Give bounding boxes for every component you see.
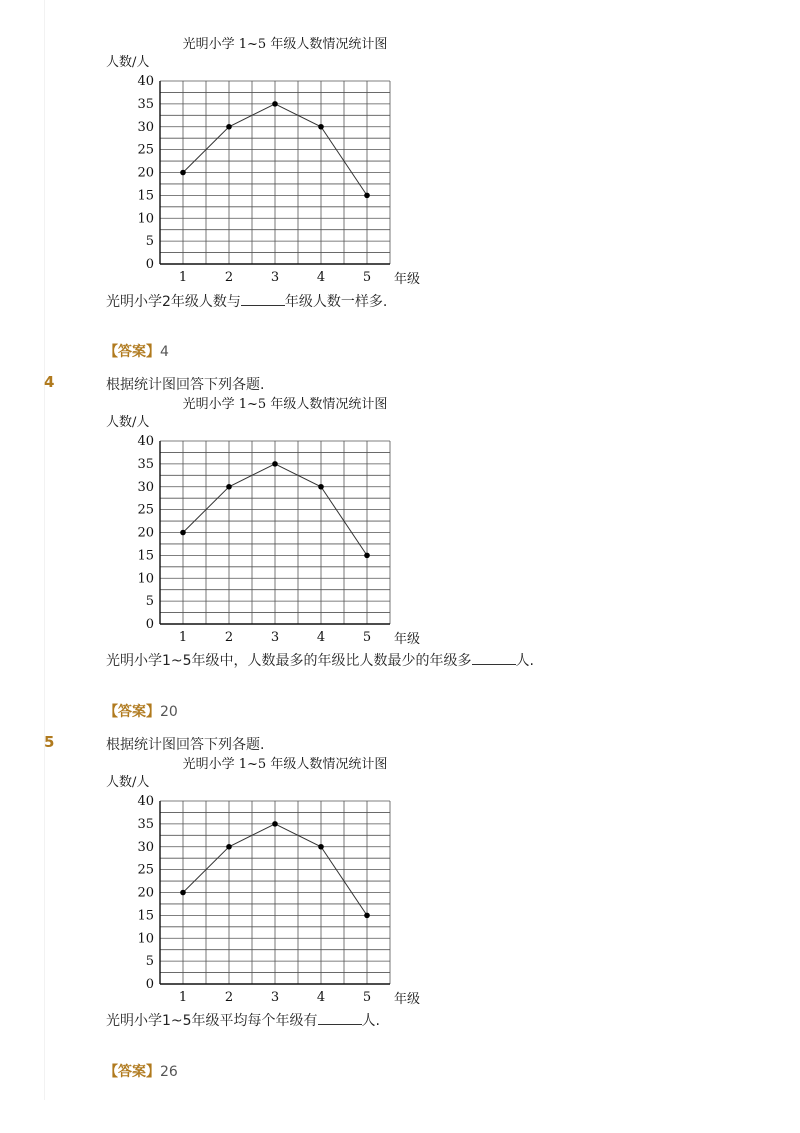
x-axis-label: 年级 [394,992,421,1007]
answer-label-5: 【答案】 [104,1064,160,1080]
y-tick-label: 25 [137,862,154,878]
x-tick-label: 1 [178,630,188,645]
answer-blank-4 [472,652,516,665]
y-tick-label: 35 [137,456,154,472]
y-tick-label: 15 [137,908,154,924]
question-text-4 [106,650,534,670]
y-tick-label: 15 [137,548,154,564]
answer-value-5: 26 [160,1064,178,1080]
x-tick-label: 5 [362,270,372,285]
data-point [364,553,370,559]
answer-value-3: 4 [160,344,169,360]
y-tick-label: 10 [137,211,154,227]
y-tick-label: 15 [137,188,154,204]
y-tick-label: 30 [137,119,154,135]
y-tick-label: 25 [137,142,154,158]
x-tick-label: 1 [178,270,188,285]
question-before-3: 光明小学2年级人数与 [106,294,241,310]
answer-value-4: 20 [160,704,178,720]
answer-5 [104,1061,178,1081]
problem-prompt-4: 根据统计图回答下列各题. [106,377,265,393]
problem-number-4: 4 [44,373,55,391]
x-axis-label: 年级 [394,632,421,647]
y-tick-label: 20 [137,165,154,181]
x-tick-label: 4 [316,270,326,285]
y-tick-label: 5 [145,234,154,250]
x-tick-label: 3 [270,630,280,645]
chart-title: 光明小学 1~5 年级人数情况统计图 [182,397,388,412]
question-before-4: 光明小学1~5年级中，人数最多的年级比人数最少的年级多 [106,653,472,669]
y-axis-label: 人数/人 [106,55,150,70]
x-tick-label: 2 [224,630,234,645]
y-tick-label: 10 [137,931,154,947]
data-point [272,461,278,467]
y-tick-label: 5 [145,594,154,610]
x-tick-label: 4 [316,990,326,1005]
data-point [226,844,232,850]
y-tick-label: 10 [137,571,154,587]
y-tick-label: 30 [137,479,154,495]
question-after-5: 人. [361,1013,380,1029]
chart-3 [100,750,440,1040]
question-text-3 [106,291,387,311]
y-axis-label: 人数/人 [106,775,150,790]
chart-title: 光明小学 1~5 年级人数情况统计图 [182,757,388,772]
y-tick-label: 5 [145,954,154,970]
y-tick-label: 20 [137,885,154,901]
y-tick-label: 25 [137,502,154,518]
left-margin-line [44,0,45,1100]
x-tick-label: 2 [224,270,234,285]
answer-blank-3 [241,293,285,306]
chart-1 [100,30,440,320]
x-axis-label: 年级 [394,272,421,287]
y-tick-label: 35 [137,816,154,832]
data-point [226,484,232,490]
data-point [226,124,232,130]
answer-blank-5 [318,1012,362,1025]
x-tick-label: 3 [270,270,280,285]
data-point [364,913,370,919]
answer-label-3: 【答案】 [104,344,160,360]
data-point [318,844,324,850]
answer-label-4: 【答案】 [104,704,160,720]
y-axis-label: 人数/人 [106,415,150,430]
data-point [272,821,278,827]
chart-title: 光明小学 1~5 年级人数情况统计图 [182,37,388,52]
data-point [180,890,186,896]
y-tick-label: 40 [137,434,154,449]
x-tick-label: 4 [316,630,326,645]
question-text-5 [106,1010,380,1030]
question-after-4: 人. [515,653,534,669]
y-tick-label: 40 [137,794,154,809]
problem-prompt-5: 根据统计图回答下列各题. [106,737,265,753]
problem-number-5: 5 [44,733,55,751]
y-tick-label: 40 [137,74,154,89]
data-point [318,484,324,490]
x-tick-label: 3 [270,990,280,1005]
data-point [180,170,186,176]
answer-3 [104,341,169,361]
question-after-3: 年级人数一样多. [284,294,388,310]
question-before-5: 光明小学1~5年级平均每个年级有 [106,1013,318,1029]
data-point [272,101,278,107]
data-point [364,193,370,199]
y-tick-label: 35 [137,96,154,112]
x-tick-label: 2 [224,990,234,1005]
chart-2 [100,390,440,680]
x-tick-label: 5 [362,990,372,1005]
y-tick-label: 0 [145,617,154,632]
y-tick-label: 0 [145,257,154,272]
data-point [318,124,324,130]
answer-4 [104,701,178,721]
y-tick-label: 0 [145,977,154,992]
y-tick-label: 20 [137,525,154,541]
x-tick-label: 1 [178,990,188,1005]
x-tick-label: 5 [362,630,372,645]
y-tick-label: 30 [137,839,154,855]
data-point [180,530,186,536]
